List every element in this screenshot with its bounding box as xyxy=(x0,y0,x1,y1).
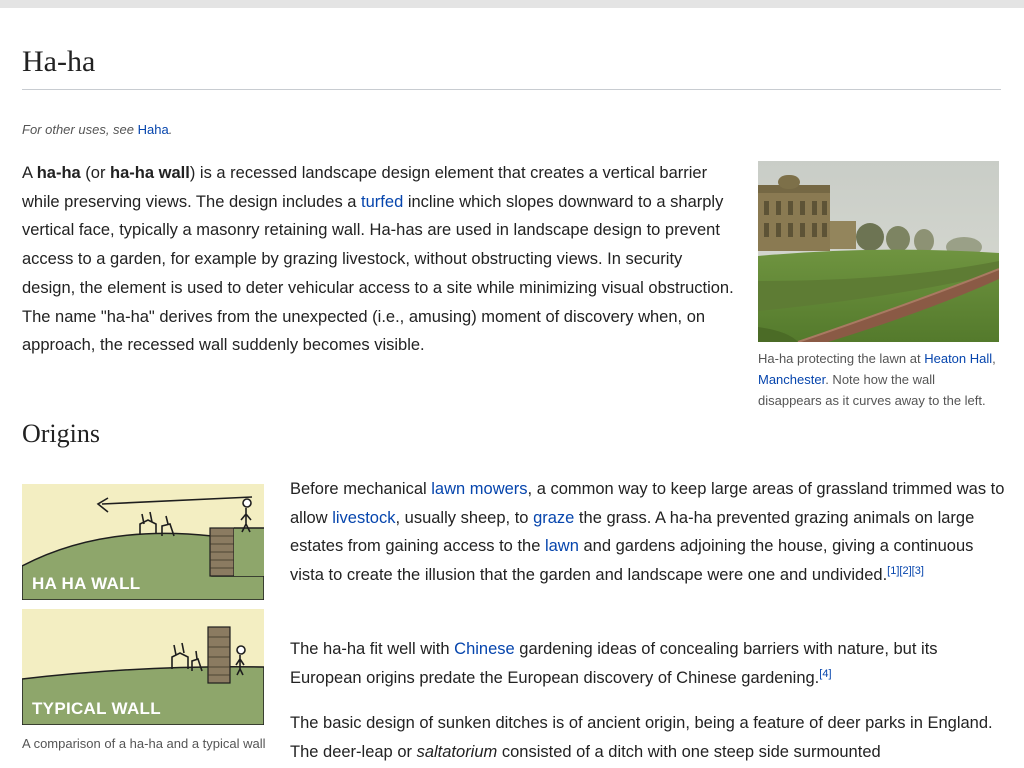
ha-ha-wall-label: HA HA WALL xyxy=(32,574,141,593)
citation-link[interactable]: [4] xyxy=(819,667,832,680)
intro-text: (or xyxy=(80,164,111,182)
intro-bold-term: ha-ha xyxy=(36,164,81,182)
link-chinese[interactable]: Chinese xyxy=(454,640,515,658)
citation-link[interactable]: [1] xyxy=(887,565,900,578)
italic-term: saltatorium xyxy=(416,742,498,761)
heaton-hall-photo[interactable] xyxy=(758,161,999,342)
top-toolbar-strip xyxy=(0,0,1024,8)
intro-text: ) is a recessed landscape design element that creates a vertical barrier while preserving views. The design includes a xyxy=(22,164,708,211)
typical-wall-label: TYPICAL WALL xyxy=(32,699,161,718)
link-manchester[interactable]: Manchester xyxy=(758,372,826,387)
origins-text: Before mechanical xyxy=(290,480,432,498)
page-title: Ha-ha xyxy=(22,45,96,78)
hatnote-prefix: For other uses, see xyxy=(22,122,138,137)
heaton-hall-caption xyxy=(758,348,1000,411)
citation-link[interactable]: [3] xyxy=(911,565,924,578)
intro-bold-term: ha-ha wall xyxy=(110,164,190,182)
link-heaton-hall[interactable]: Heaton Hall xyxy=(924,351,993,366)
origins-text: , usually sheep, to xyxy=(395,508,534,527)
link-turfed[interactable]: turfed xyxy=(361,192,404,211)
section-heading-origins: Origins xyxy=(22,419,100,448)
link-lawn-mowers[interactable]: lawn mowers xyxy=(431,480,528,498)
intro-paragraph xyxy=(22,159,740,360)
origins-text: gardening ideas of concealing barriers with nature, but its European origins predate the European discovery of Chinese gardening. xyxy=(290,640,938,687)
ha-ha-wall-diagram[interactable] xyxy=(22,484,264,600)
origins-text: the grass. A ha-ha prevented grazing animals on large estates from gaining access to the xyxy=(290,508,975,556)
intro-text: A xyxy=(22,164,37,182)
caption-text: . Note how the wall disappears as it curves away to the left. xyxy=(758,372,986,408)
heaton-hall-photo-icon xyxy=(758,161,999,342)
citation-link[interactable]: [2] xyxy=(899,565,912,578)
caption-text: Ha-ha protecting the lawn at xyxy=(758,351,925,366)
typical-wall-diagram[interactable] xyxy=(22,609,264,725)
link-graze[interactable]: graze xyxy=(533,508,575,527)
title-divider xyxy=(22,89,1001,90)
link-livestock[interactable]: livestock xyxy=(332,508,396,527)
origins-text: and gardens adjoining the house, giving a continuous vista to create the illusion that the garden and landscape were one and undivided. xyxy=(290,537,974,585)
comparison-caption: A comparison of a ha-ha and a typical wall xyxy=(22,736,266,751)
intro-text: incline which slopes downward to a sharply vertical face, typically a masonry retaining wall. Ha-has are used in landscape design to prevent access to a garden, for example by grazing livestock, without obstructing views. In security design, the element is used to deter vehicular access to a site while minimizing visual obstruction. The name "ha-ha" derives from the unexpected (i.e., amusing) moment of discovery when, on approach, the recessed wall suddenly becomes visible. xyxy=(22,192,734,355)
caption-text: , xyxy=(992,351,996,366)
origins-paragraph-3 xyxy=(290,709,1006,766)
origins-text: , a common way to keep large areas of grassland trimmed was to allow xyxy=(290,480,1005,527)
origins-text: The ha-ha fit well with xyxy=(290,640,455,658)
origins-text: consisted of a ditch with one steep side surmounted xyxy=(497,742,881,761)
link-lawn[interactable]: lawn xyxy=(544,537,579,556)
origins-text: The basic design of sunken ditches is of ancient origin, being a feature of deer parks in England. The deer-leap or xyxy=(290,714,993,761)
origins-paragraph-2 xyxy=(290,635,1006,692)
hatnote xyxy=(22,121,172,139)
origins-paragraph-1 xyxy=(290,475,1006,590)
hatnote-link-haha[interactable]: Haha xyxy=(137,122,169,137)
hatnote-suffix: . xyxy=(168,122,173,137)
